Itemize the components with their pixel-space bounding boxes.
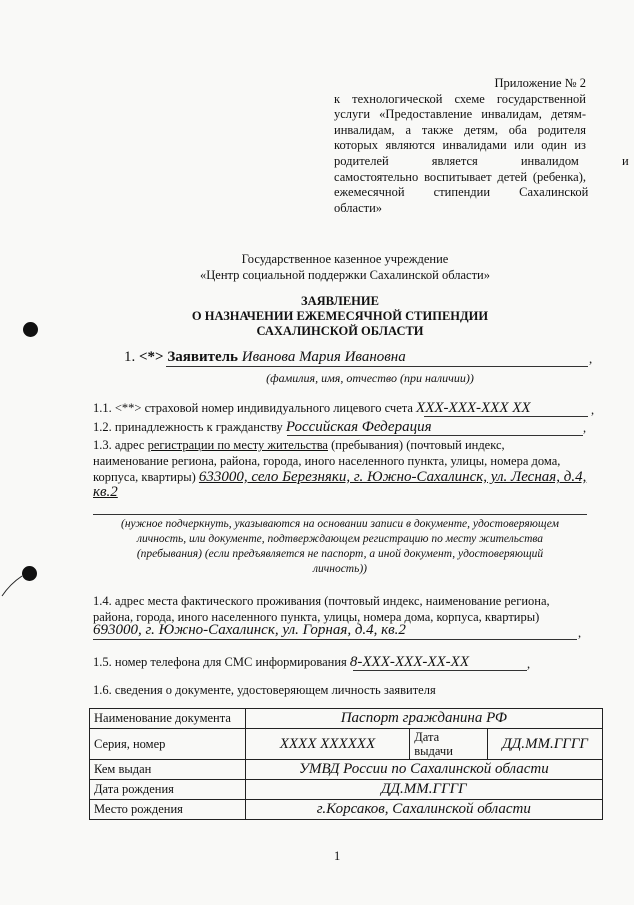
registration-underlined: регистрации по месту жительства (147, 438, 328, 452)
applicant-value: Иванова Мария Ивановна (241, 349, 406, 365)
actual-address-line: района, города, иного населенного пункта, улицы, номера дома, корпуса, квартиры) (93, 610, 540, 624)
comma: , (578, 626, 582, 640)
phone-label: 1.5. номер телефона для СМС информирования (93, 655, 347, 669)
actual-address-value: 693000, г. Южно-Сахалинск, ул. Горная, д.4, кв.2 (93, 622, 406, 638)
doc-issue-date-label (410, 729, 488, 760)
note-line: личность, или документе, подтверждающем регистрацию по месту жительства (136, 533, 544, 545)
registration-prefix: 1.3. адрес (93, 438, 148, 452)
appendix-line: самостоятельно воспитывает детей (ребенка), (334, 169, 586, 184)
applicant-row (124, 349, 406, 366)
registration-label (93, 437, 587, 485)
doc-series-value: ХХХХ ХХХХХХ (245, 729, 410, 760)
applicant-label: <*> Заявитель (139, 349, 238, 365)
actual-address-label (93, 593, 587, 625)
doc-birth-place-label: Место рождения (90, 800, 246, 820)
comma: , (591, 403, 595, 417)
doc-birth-place-value: г.Корсаков, Сахалинской области (245, 800, 602, 820)
appendix-line: которых являются инвалидами или один из (334, 138, 586, 153)
registration-line2: наименование региона, района, города, иного населенного пункта, улицы, номера дома, (93, 454, 561, 468)
citizenship-row (93, 419, 432, 436)
citizenship-value: Российская Федерация (285, 419, 432, 435)
issue-date-label-line: Дата (414, 730, 440, 744)
registration-value-1: 633000, село Березняки, г. Южно-Сахалинск, ул. Лесная, д.4, (198, 469, 587, 485)
doc-issued-by-value: УМВД России по Сахалинской области (245, 760, 602, 780)
appendix-line: ежемесячной стипендии Сахалинской (334, 185, 589, 200)
identity-doc-label: 1.6. сведения о документе, удостоверяющем личность заявителя (93, 683, 436, 697)
doc-issue-date-value: ДД.ММ.ГГГГ (488, 729, 603, 760)
registration-note (93, 517, 587, 577)
note-line: личность)) (312, 563, 367, 575)
registration-line3: корпуса, квартиры) (93, 470, 196, 484)
snils-label: 1.1. <**> страховой номер индивидуального лицевого счета (93, 401, 413, 415)
appendix-title: Приложение № 2 (494, 76, 586, 90)
appendix-block (334, 76, 629, 216)
heading-line: О НАЗНАЧЕНИИ ЕЖЕМЕСЯЧНОЙ СТИПЕНДИИ (191, 309, 489, 323)
table-row (90, 780, 603, 800)
applicant-underline (166, 366, 588, 367)
actual-address-underline (93, 639, 577, 640)
scan-mark (0, 570, 30, 600)
snils-underline (424, 416, 588, 417)
registration-blank-line (93, 514, 587, 515)
note-line: (пребывания) (если предъявляется не паспорт, а иной документ, удостоверяющий (136, 548, 544, 560)
institution-name (150, 251, 540, 283)
table-row (90, 709, 603, 729)
appendix-line: инвалидам, а также детям, оба родителя (334, 122, 586, 137)
registration-value-2: кв.2 (93, 484, 118, 500)
document-heading (170, 294, 510, 339)
doc-issued-by-label: Кем выдан (90, 760, 246, 780)
appendix-line: к технологической схеме государственной (334, 91, 586, 106)
table-row (90, 760, 603, 780)
phone-row (93, 654, 469, 671)
table-row (90, 729, 603, 760)
doc-name-label: Наименование документа (90, 709, 246, 729)
institution-line: «Центр социальной поддержки Сахалинской области» (200, 268, 490, 282)
registration-suffix: (пребывания) (почтовый индекс, (327, 438, 505, 452)
comma: , (583, 421, 587, 435)
snils-value: ХХХ-ХХХ-ХХХ ХХ (416, 400, 531, 416)
institution-line: Государственное казенное учреждение (241, 252, 449, 266)
applicant-number: 1. (124, 349, 136, 365)
comma: , (589, 351, 593, 366)
citizenship-label: 1.2. принадлежность к гражданству (93, 420, 283, 434)
appendix-line: родителей является инвалидом и (334, 153, 629, 168)
doc-name-value: Паспорт гражданина РФ (245, 709, 602, 729)
binder-hole-top (23, 322, 38, 337)
comma: , (527, 657, 531, 671)
identity-doc-table (89, 708, 603, 820)
phone-value: 8-ХХХ-ХХХ-ХХ-ХХ (349, 654, 469, 670)
actual-address-line: 1.4. адрес места фактического проживания (почтовый индекс, наименование региона, (93, 594, 550, 608)
note-line: (нужное подчеркнуть, указываются на основании записи в документе, удостоверяющем (121, 518, 559, 530)
appendix-line: области» (334, 200, 383, 215)
heading-line: ЗАЯВЛЕНИЕ (301, 294, 379, 308)
appendix-line: услуги «Предоставление инвалидам, детям- (334, 107, 586, 122)
doc-birth-date-label: Дата рождения (90, 780, 246, 800)
doc-birth-date-value: ДД.ММ.ГГГГ (245, 780, 602, 800)
doc-series-label: Серия, номер (90, 729, 246, 760)
issue-date-label-line: выдачи (414, 744, 453, 758)
heading-line: САХАЛИНСКОЙ ОБЛАСТИ (256, 324, 424, 338)
page-number: 1 (334, 849, 341, 863)
table-row (90, 800, 603, 820)
citizenship-underline (287, 435, 583, 436)
phone-underline (353, 670, 527, 671)
snils-row (93, 400, 531, 417)
applicant-hint: (фамилия, имя, отчество (при наличии)) (266, 371, 474, 385)
